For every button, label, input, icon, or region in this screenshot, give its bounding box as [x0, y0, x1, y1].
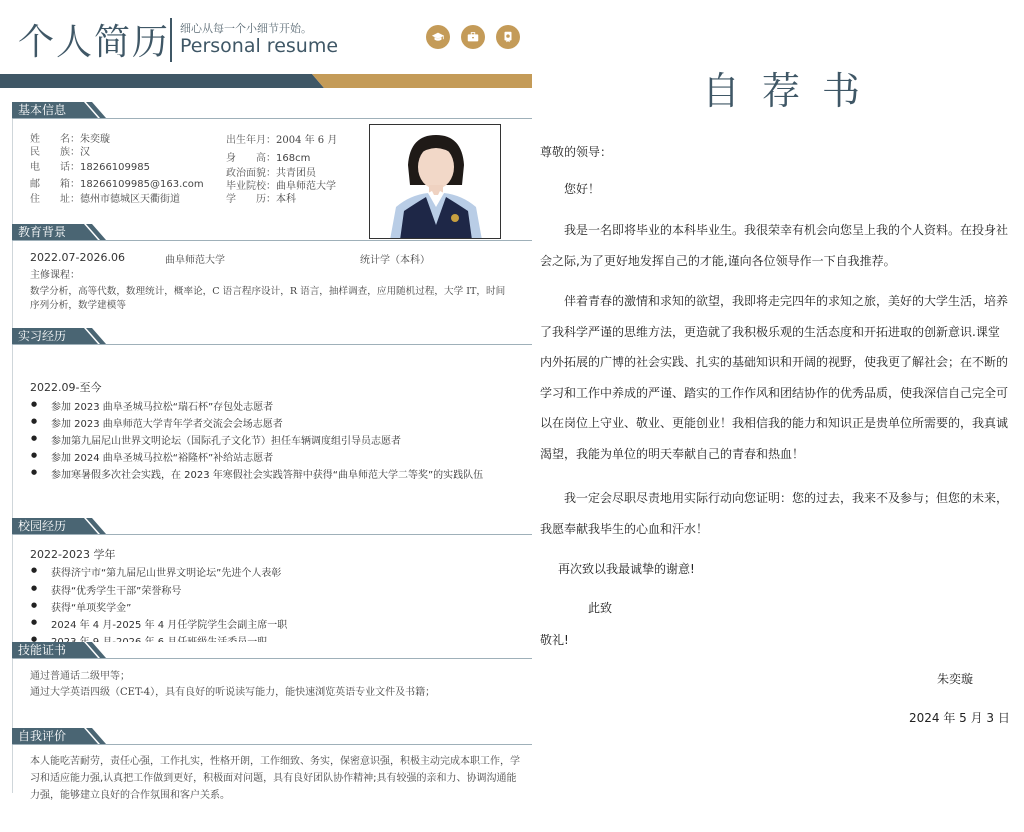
letter-thanks: 再次致以我最诚挚的谢意! [558, 562, 695, 576]
section-tag-tail [70, 102, 110, 118]
section-education [0, 224, 532, 244]
skills-line2: 通过大学英语四级（CET-4），具有良好的听说读写能力，能快速浏览英语专业文件及书籍； [30, 687, 436, 698]
section-tag-tail [70, 728, 110, 744]
email-row [30, 175, 204, 190]
height-label: 身 高： [226, 153, 276, 164]
section-title: 基本信息 [12, 102, 70, 118]
section-tag-tail [70, 328, 110, 344]
section-rule [12, 344, 532, 345]
email-label: 邮 箱： [30, 179, 80, 190]
birth-label: 出生年月： [226, 135, 276, 146]
campus-period: 2022-2023 学年 [30, 548, 116, 561]
section-tag-tail [70, 518, 110, 534]
section-title: 实习经历 [12, 328, 70, 344]
section-rule [12, 658, 532, 659]
courses-line2: 序列分析，数学建模等 [30, 300, 126, 311]
height-value: 168cm [276, 153, 311, 164]
title-divider [170, 18, 172, 62]
header-banner [0, 74, 532, 88]
list-item: ● 2024 年 4 月-2025 年 4 月任学院学生会副主席一职 [51, 616, 287, 631]
list-item: ● 获得“优秀学生干部”荣誉称号 [51, 582, 181, 597]
section-rail [12, 103, 13, 793]
section-skills [0, 642, 532, 659]
education-period: 2022.07-2026.06 [30, 251, 125, 264]
section-tag-tail [70, 642, 110, 658]
section-basic-info [0, 102, 532, 122]
list-item: ● 参加第九届尼山世界文明论坛（国际孔子文化节）担任车辆调度组引导员志愿者 [51, 432, 401, 447]
section-title: 技能证书 [12, 642, 70, 658]
letter-signature: 朱奕璇 [937, 672, 974, 686]
section-title: 校园经历 [12, 518, 70, 534]
section-rule [12, 118, 532, 119]
section-tag-tail [70, 224, 110, 240]
letter-date: 2024 年 5 月 3 日 [909, 711, 1010, 725]
graduation-cap-icon [426, 25, 450, 49]
birth-row [226, 131, 337, 146]
degree-value: 本科 [276, 194, 296, 205]
certificate-icon [496, 25, 520, 49]
section-internship [0, 328, 532, 348]
height-row [226, 149, 310, 164]
section-rule [12, 240, 532, 241]
birth-value: 2004 年 6 月 [276, 135, 338, 146]
cover-letter-page [532, 0, 1024, 832]
ethnic-row [30, 143, 90, 158]
resume-title-en: Personal resume [180, 35, 339, 57]
letter-closing-1: 此致 [588, 601, 613, 615]
courses-label: 主修课程： [30, 270, 80, 281]
briefcase-icon [461, 25, 485, 49]
list-item: ● 参加 2023 曲阜师范大学青年学者交流会会场志愿者 [51, 415, 283, 430]
address-row [30, 190, 180, 205]
phone-label: 电 话： [30, 162, 80, 173]
skills-line1: 通过普通话二级甲等； [30, 671, 130, 682]
letter-closing-2: 敬礼! [540, 633, 569, 647]
section-title: 教育背景 [12, 224, 70, 240]
courses-line1: 数学分析，高等代数，数理统计，概率论，C 语言程序设计，R 语言，抽样调查，应用随机过程，大学 IT，时间 [30, 286, 506, 297]
address-label: 住 址： [30, 194, 80, 205]
school-label: 毕业院校： [226, 181, 276, 192]
section-campus [0, 518, 532, 538]
degree-label: 学 历： [226, 194, 276, 205]
list-item: ● 参加 2024 曲阜圣城马拉松“裕隆杯”补给站志愿者 [51, 449, 273, 464]
name-value: 朱奕璇 [80, 134, 110, 145]
list-item: ● 获得济宁市“第九届尼山世界文明论坛”先进个人表彰 [51, 564, 281, 579]
letter-salutation: 尊敬的领导： [540, 145, 613, 159]
ethnic-value: 汉 [80, 147, 90, 158]
letter-paragraph-2: 伴着青春的激情和求知的欲望，我即将走完四年的求知之旅，美好的大学生活，培养了我科学严谨的思维方法，更造就了我积极乐观的生活态度和开拓进取的创新意识.课堂内外拓展的广博的社会实践、扎实的基础知识和开阔的视野，使我更了解社会；在不断的学习和工作中养成的严谨、踏实的工作作风和团结协作的优秀品质，使我深信自己完全可以在岗位上守业、敬业、更能创业！我相信我的能力和知识正是贵单位所需要的，我真诚渴望，我能为单位的明天奉献自己的青春和热血！ [540, 294, 1009, 461]
section-title: 自我评价 [12, 728, 70, 744]
section-rule [12, 744, 532, 745]
resume-subtitle: 细心从每一个小细节开始。 [180, 22, 312, 35]
education-school: 曲阜师范大学 [165, 255, 225, 266]
ethnic-label: 民 族： [30, 147, 80, 158]
letter-greeting: 您好！ [564, 182, 601, 196]
phone-value: 18266109985 [80, 162, 150, 173]
school-value: 曲阜师范大学 [276, 181, 336, 192]
header-icons [426, 25, 520, 49]
degree-row [226, 190, 296, 205]
email-value: 18266109985@163.com [80, 179, 204, 190]
education-major: 统计学（本科） [360, 255, 430, 266]
portrait-image [370, 125, 501, 239]
phone-row [30, 158, 150, 173]
political-label: 政治面貌： [226, 168, 276, 179]
letter-paragraph-3: 我一定会尽职尽责地用实际行动向您证明：您的过去，我来不及参与；但您的未来，我愿奉献我毕生的心血和汗水！ [540, 491, 1009, 536]
letter-paragraph-1: 我是一名即将毕业的本科毕业生。我很荣幸有机会向您呈上我的个人资料。在投身社会之际,为了更好地发挥自己的才能,谨向各位领导作一下自我推荐。 [540, 223, 1009, 268]
political-value: 共青团员 [276, 168, 316, 179]
section-self-eval [0, 728, 532, 748]
resume-title: 个人简历 [18, 22, 171, 63]
list-item: ● 参加 2023 曲阜圣城马拉松“瑞石杯”存包处志愿者 [51, 398, 273, 413]
section-rule [12, 534, 532, 535]
name-label: 姓 名： [30, 134, 80, 145]
profile-photo [369, 124, 501, 239]
internship-period: 2022.09-至今 [30, 381, 102, 394]
list-item: ● 获得“单项奖学金” [51, 599, 131, 614]
list-item: ● 参加寒暑假多次社会实践，在 2023 年寒假社会实践答辩中获得“曲阜师范大学二等奖”的实践队伍 [51, 466, 483, 481]
letter-title: 自荐书 [702, 69, 883, 113]
self-eval-text: 本人能吃苦耐劳，责任心强，工作扎实，性格开朗，工作细致、务实，保密意识强，积极主动完成本职工作，学习和适应能力强,认真把工作做到更好，积极面对问题，具有良好团队协作精神;具有较强的亲和力、协调沟通能力强，能够建立良好的合作氛围和客户关系。 [30, 756, 520, 801]
address-value: 德州市德城区天衢街道 [80, 194, 180, 205]
